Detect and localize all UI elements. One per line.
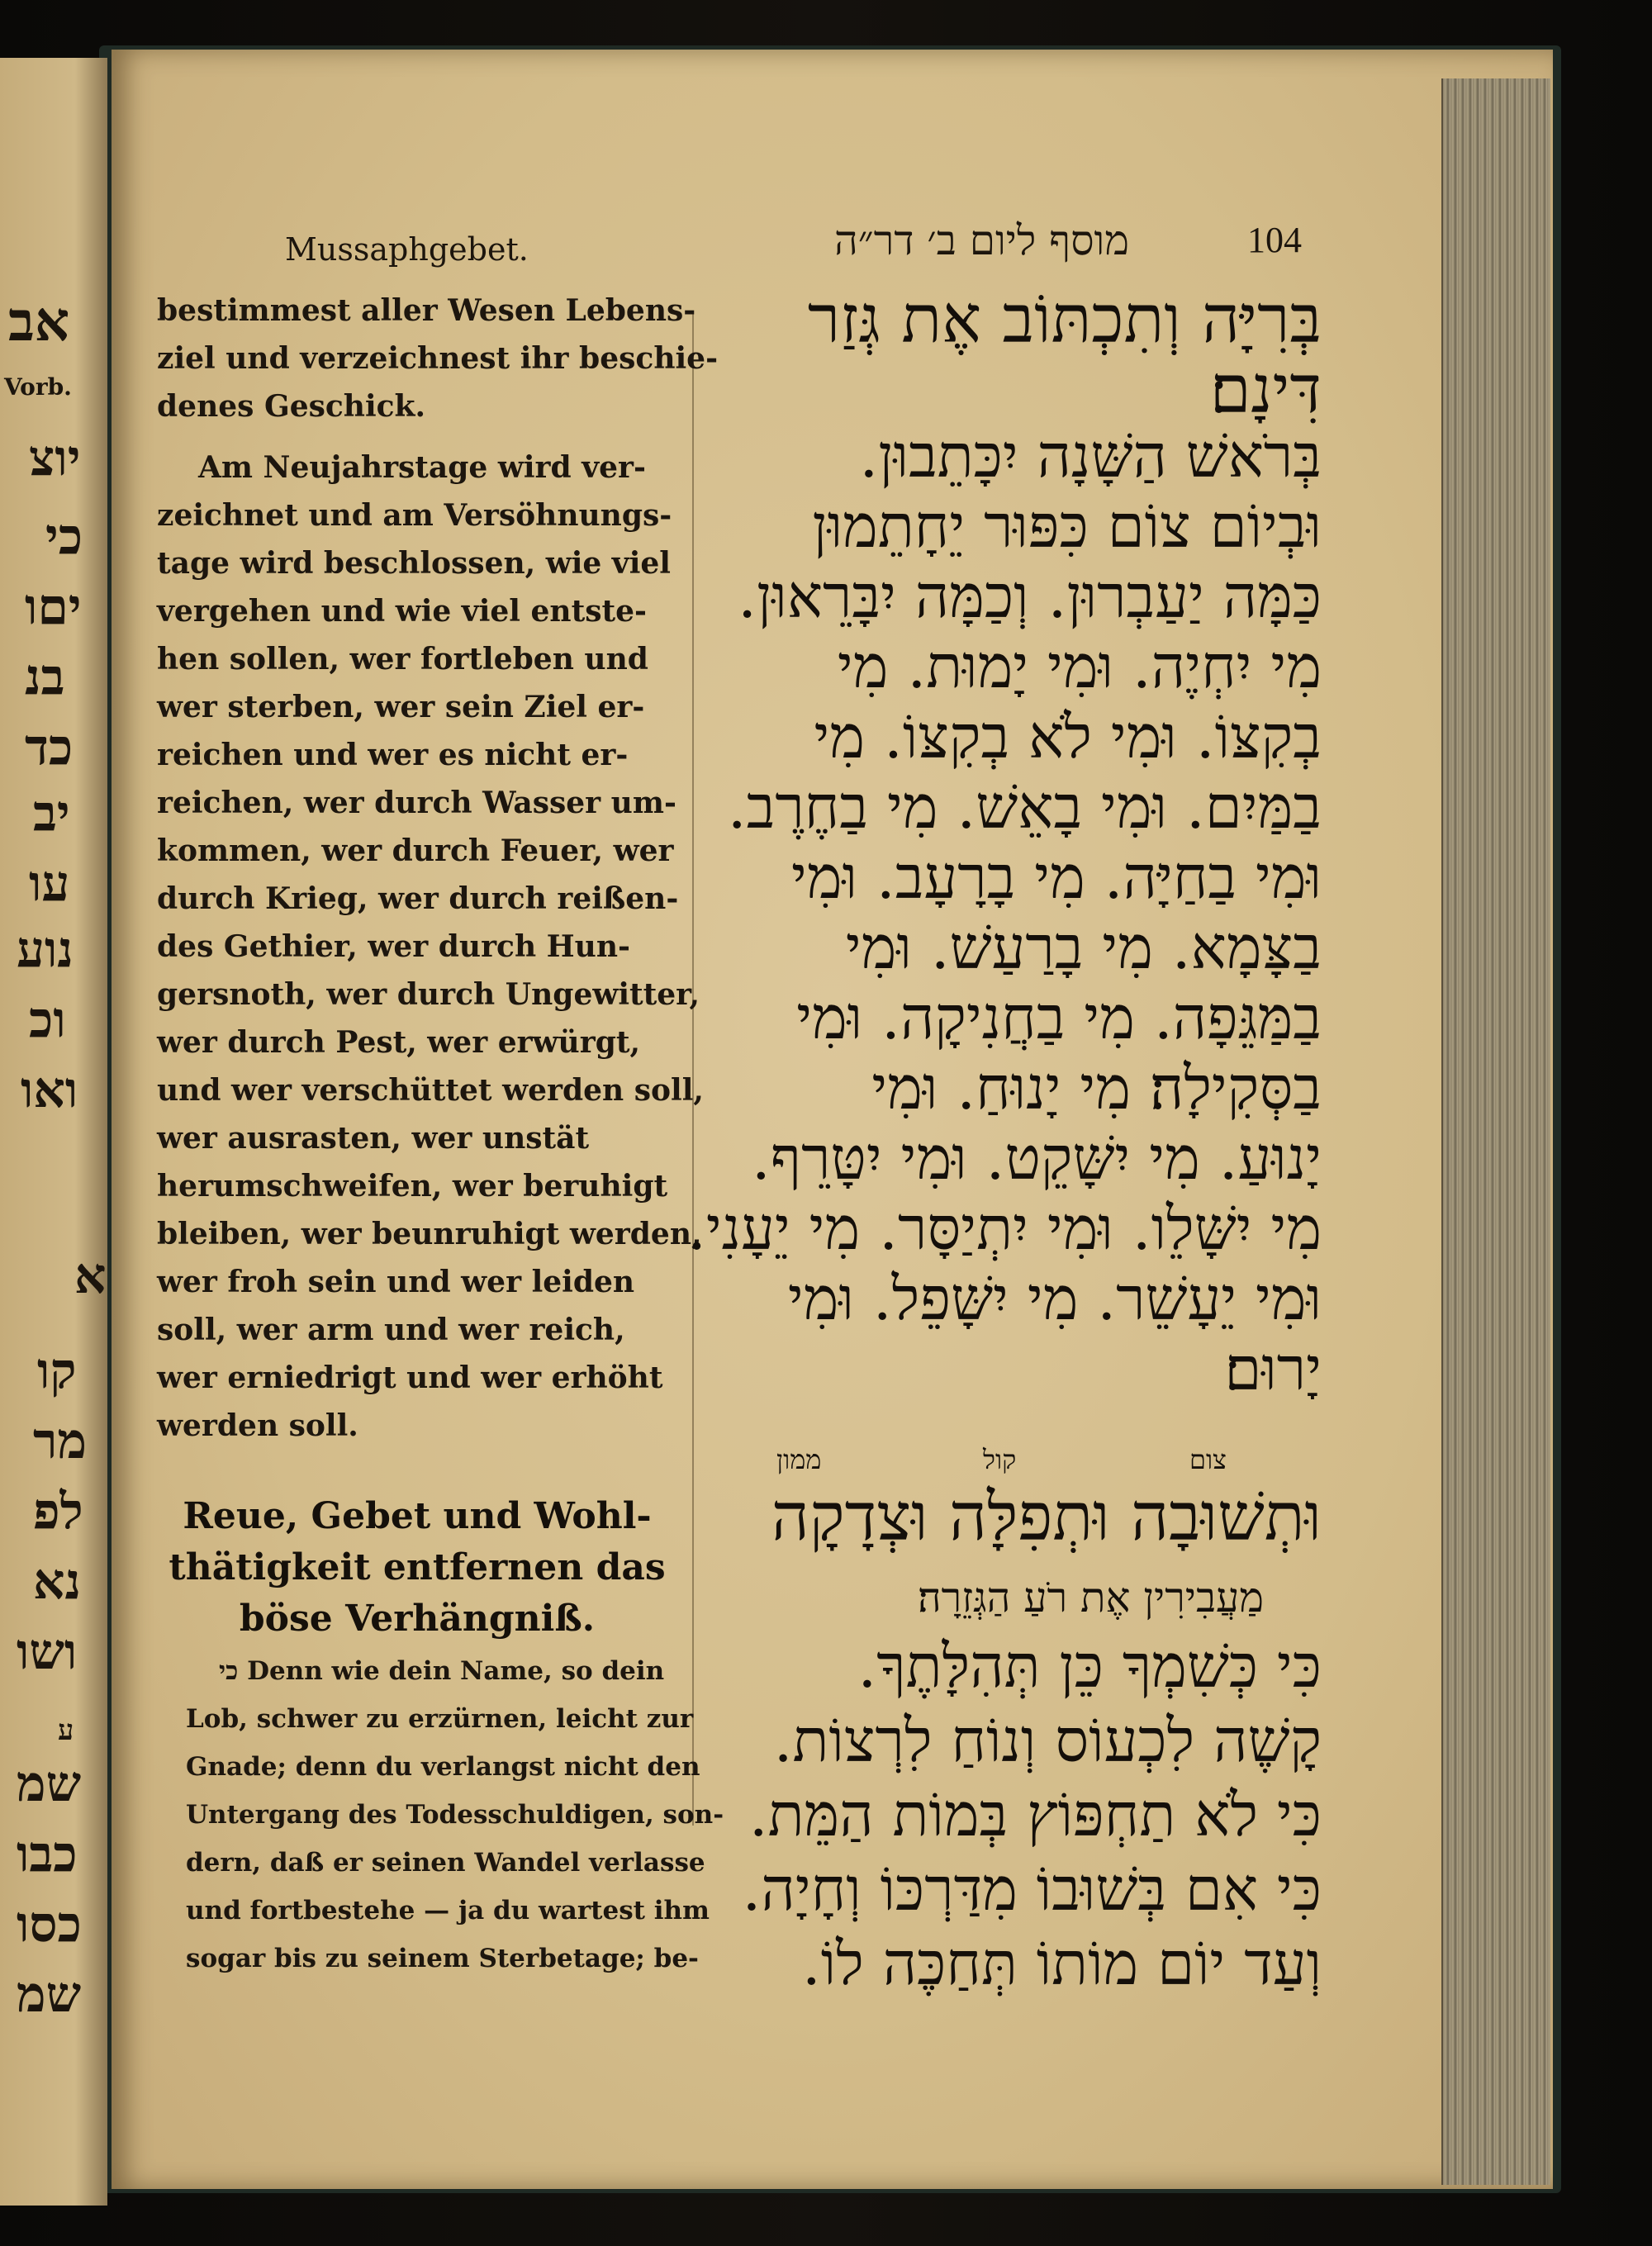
german-line: Untergang des Todesschuldigen, son- [186, 1800, 724, 1830]
hebrew-line: יָנוּעַ. מִי יִשָּׁקֵט. וּמִי יִטָּרֵף. [751, 1123, 1322, 1193]
german-line: durch Krieg, wer durch reißen- [157, 881, 679, 916]
german-line: wer froh sein und wer leiden [157, 1265, 635, 1299]
section-heading-line: thätigkeit entfernen das [169, 1546, 666, 1588]
left-fragment: יוצ [29, 430, 81, 487]
left-fragment: ע [58, 1714, 74, 1747]
hebrew-line: וְעַד יוֹם מוֹתוֹ תְּחַכֶּה לוֹ. [801, 1929, 1322, 1998]
left-fragment: כסו [17, 1896, 82, 1954]
running-head-german: Mussaphgebet. [285, 231, 529, 268]
german-line: sogar bis zu seinem Sterbetage; be- [186, 1944, 699, 1973]
left-fragment: שמ [17, 1966, 82, 2024]
hebrew-line: וּתְשׁוּבָה וּתְפִלָּה וּצְדָקָה [771, 1479, 1322, 1555]
running-head-hebrew: מוסף ליום ב׳ דר״ה [834, 216, 1129, 264]
left-fragment: וכ [29, 991, 66, 1049]
left-fragment: יב [33, 785, 70, 843]
german-line: gersnoth, wer durch Ungewitter, [157, 977, 700, 1012]
left-fragment: כי [45, 508, 83, 566]
left-fragment: נוע [17, 921, 74, 979]
hebrew-line: בַסְּקִילָה׃ מִי יָנוּחַ. וּמִי [871, 1053, 1322, 1123]
hebrew-line: בְּרֹאשׁ הַשָּׁנָה יִכָּתֵבוּן. [859, 421, 1322, 491]
german-line: Gnade; denn du verlangst nicht den [186, 1752, 700, 1782]
page-number: 104 [1247, 220, 1302, 260]
left-fragment: כד [25, 719, 74, 776]
hebrew-line: כִּי כְּשִׁמְךָ כֵּן תְּהִלָּתֶךָ. [857, 1631, 1322, 1701]
hebrew-line: וּמִי יֵעָשֵׁר. מִי יִשָּׁפֵל. וּמִי [787, 1264, 1322, 1333]
german-line: tage wird beschlossen, wie viel [157, 546, 671, 581]
hebrew-line: בְקִצּוֹ. וּמִי לֹא בְקִצּוֹ. מִי [814, 702, 1322, 772]
german-line: dern, daß er seinen Wandel verlasse [186, 1848, 705, 1878]
german-line: reichen, wer durch Wasser um- [157, 786, 676, 820]
hebrew-line: כַּמָּה יַעַבְרוּן. וְכַמָּה יִבָּרֵאוּן. [738, 562, 1322, 631]
previous-page-edge [0, 58, 107, 2206]
german-line: bleiben, wer beunruhigt werden, [157, 1217, 702, 1251]
left-fragment: קו [37, 1342, 77, 1400]
hebrew-line: וּמִי בַחַיָּה. מִי בָרָעָב. וּמִי [791, 843, 1322, 912]
german-line: und wer verschüttet werden soll, [157, 1073, 704, 1108]
hebrew-line: מִי יִשָּׁלֵו. וּמִי יִתְיַסָּר. מִי יֵעָנִי. [686, 1194, 1322, 1263]
german-line: Am Neujahrstage wird ver- [198, 450, 646, 485]
left-fragment: נא [33, 1553, 82, 1611]
hebrew-line: כִּי לֹא תַחְפּוֹץ בְּמוֹת הַמֵּת. [748, 1780, 1322, 1850]
hebrew-line: וּבְיוֹם צוֹם כִּפּוּר יֵחָתֵמוּן [812, 491, 1322, 561]
section-heading-line: böse Verhängniß. [239, 1598, 596, 1640]
german-line: und fortbestehe — ja du wartest ihm [186, 1896, 710, 1925]
left-fragment: שמ [17, 1755, 82, 1813]
hebrew-line: בַצָּמָא. מִי בָרַעַשׁ. וּמִי [845, 913, 1322, 982]
german-line: ziel und verzeichnest ihr beschie- [157, 341, 719, 376]
hebrew-line: מִי יִחְיֶה. וּמִי יָמוּת. מִי [837, 632, 1322, 701]
german-line: wer sterben, wer sein Ziel er- [157, 690, 645, 724]
hebrew-line: דִּינָם׃ [1209, 351, 1322, 428]
left-fragment: א [74, 1247, 107, 1305]
german-line: כי Denn wie dein Name, so dein [219, 1656, 665, 1686]
column-divider [692, 314, 694, 1826]
hebrew-line: יָרוּם׃ [1224, 1334, 1322, 1403]
german-line: zeichnet und am Versöhnungs- [157, 498, 672, 533]
german-line: kommen, wer durch Feuer, wer [157, 833, 674, 868]
hebrew-line: מַעֲבִירִין אֶת רֹעַ הַגְּזֵרָה׃ [917, 1574, 1264, 1622]
left-fragment: בנ [25, 648, 65, 706]
hebrew-line: בְּרִיָּה וְתִכְתּוֹב אֶת גְּזַר [807, 281, 1322, 358]
page-edges [1441, 78, 1550, 2185]
hebrew-line: כִּי אִם בְּשׁוּבוֹ מִדַּרְכּוֹ וְחָיָה. [742, 1854, 1322, 1924]
german-line: des Gethier, wer durch Hun- [157, 929, 630, 964]
left-fragment: לפ [33, 1483, 83, 1541]
left-fragment: מר [33, 1413, 88, 1470]
german-line: denes Geschick. [157, 389, 426, 424]
german-line: werden soll. [157, 1408, 358, 1443]
left-fragment: ואו [21, 1061, 78, 1119]
german-line: reichen und wer es nicht er- [157, 738, 629, 772]
german-line: Lob, schwer zu erzürnen, leicht zur [186, 1704, 694, 1734]
left-fragment: יםו [25, 578, 82, 636]
hebrew-line: בַמַּיִם. וּמִי בָאֵשׁ. מִי בַחֶרֶב. [727, 772, 1322, 842]
german-line: wer ausrasten, wer unstät [157, 1121, 590, 1156]
german-line: soll, wer arm und wer reich, [157, 1313, 625, 1347]
left-fragment: Vorb. [4, 373, 72, 401]
german-line: hen sollen, wer fortleben und [157, 642, 648, 677]
german-line: bestimmest aller Wesen Lebens- [157, 293, 696, 328]
german-line: herumschweifen, wer beruhigt [157, 1169, 668, 1204]
section-heading-line: Reue, Gebet und Wohl- [183, 1495, 652, 1537]
hebrew-line: קָשֶׁה לִכְעוֹס וְנוֹחַ לִרְצוֹת. [773, 1706, 1322, 1775]
german-line: wer erniedrigt und wer erhöht [157, 1360, 663, 1395]
left-fragment: כבו [17, 1826, 78, 1883]
left-fragment: אב [8, 289, 70, 354]
marginal-marker: צום [1189, 1444, 1227, 1475]
left-fragment: עו [29, 855, 70, 913]
hebrew-line: בַמַּגֵּפָה. מִי בַחֲנִיקָה. וּמִי [796, 983, 1322, 1052]
marginal-marker: קול [983, 1444, 1017, 1475]
german-line: wer durch Pest, wer erwürgt, [157, 1025, 641, 1060]
german-line: vergehen und wie viel entste- [157, 594, 647, 629]
left-fragment: ושו [17, 1623, 78, 1681]
marginal-marker: ממון [776, 1444, 822, 1475]
